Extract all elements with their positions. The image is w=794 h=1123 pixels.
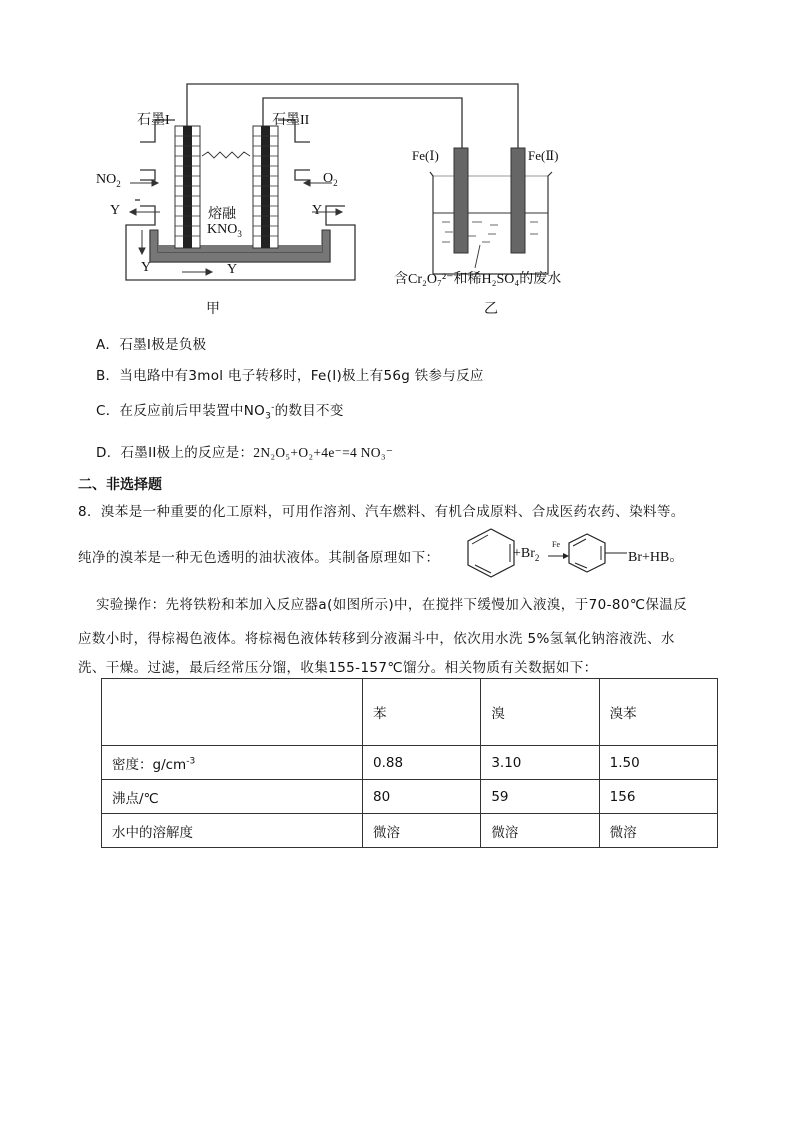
reaction-product: Br+HB。: [628, 550, 684, 565]
graphite-1-label: 石墨I: [137, 113, 170, 128]
fe2-label: Fe(Ⅱ): [528, 148, 559, 163]
reaction-catalyst: Fe: [552, 540, 560, 549]
table-header-row: [102, 679, 718, 746]
question8-line4: 应数小时，得棕褐色液体。将棕褐色液体转移到分液漏斗中，依次用水洗 5%氢氧化钠溶液洗、水: [78, 631, 675, 647]
table-row: [102, 746, 718, 780]
table-cell: 3.10: [481, 746, 599, 780]
option-c: C．在反应前后甲装置中$NO_3^-$的数目不变: [96, 402, 344, 422]
table-row: [102, 780, 718, 814]
table-cell: 1.50: [599, 746, 717, 780]
y-bottom-left-label: Y: [141, 260, 152, 275]
question8-line1: 8．溴苯是一种重要的化工原料，可用作溶剂、汽车燃料、有机合成原料、合成医药农药、染料等。: [78, 504, 685, 520]
option-b: B．当电路中有3mol 电子转移时，Fe(Ⅰ)极上有56g 铁参与反应: [96, 368, 484, 384]
figure-caption-jia: 甲: [206, 302, 220, 317]
table-cell: 微溶: [481, 814, 599, 848]
table-cell: 微溶: [363, 814, 481, 848]
y-bottom-right-label: Y: [227, 262, 238, 277]
y-outlet-left-label: Y: [110, 203, 121, 218]
table-row-label: 沸点/℃: [102, 780, 363, 814]
question8-line5: 洗、干燥。过滤，最后经常压分馏，收集155-157℃馏分。相关物质有关数据如下：: [78, 660, 598, 676]
table-cell: 0.88: [363, 746, 481, 780]
table-row-label: 水中的溶解度: [102, 814, 363, 848]
graphite-2-label: 石墨II: [272, 113, 310, 128]
table-row: [102, 814, 718, 848]
table-cell: 微溶: [599, 814, 717, 848]
table-header-cell: 苯: [363, 679, 481, 746]
table-header-cell: [102, 679, 363, 746]
waste-water-label: 含Cr₂O₇²⁻和稀H₂SO₄的废水: [394, 272, 562, 287]
o2-inlet-label: $O_2$: [323, 171, 338, 188]
table-header-cell: 溴苯: [599, 679, 717, 746]
section-title: 二、非选择题: [78, 477, 162, 493]
kno3-label: $KNO_3$: [207, 222, 242, 239]
option-d: D．石墨II极上的反应是：2N₂O₅+O₂+4e⁻=4 NO₃⁻: [96, 445, 394, 461]
question8-line2: 纯净的溴苯是一种无色透明的油状液体。其制备原理如下：: [78, 550, 440, 566]
molten-label: 熔融: [208, 207, 236, 222]
table-cell: 80: [363, 780, 481, 814]
reaction-br2: $+Br_2$: [513, 546, 540, 563]
y-outlet-right-label: Y: [312, 203, 323, 218]
question8-line3: 实验操作：先将铁粉和苯加入反应器a(如图所示)中，在搅拌下缓慢加入液溴，于70-80℃保温反: [96, 597, 688, 613]
fe1-label: Fe(Ⅰ): [412, 148, 439, 163]
table-row-label: 密度：$g/cm^{-3}$: [102, 746, 363, 780]
table-cell: 156: [599, 780, 717, 814]
no2-inlet-label: $NO_2$: [96, 172, 121, 189]
table-header-cell: 溴: [481, 679, 599, 746]
option-a: A．石墨I极是负极: [96, 337, 207, 353]
table-cell: 59: [481, 780, 599, 814]
figure-caption-yi: 乙: [484, 302, 498, 317]
properties-table: [101, 678, 718, 848]
